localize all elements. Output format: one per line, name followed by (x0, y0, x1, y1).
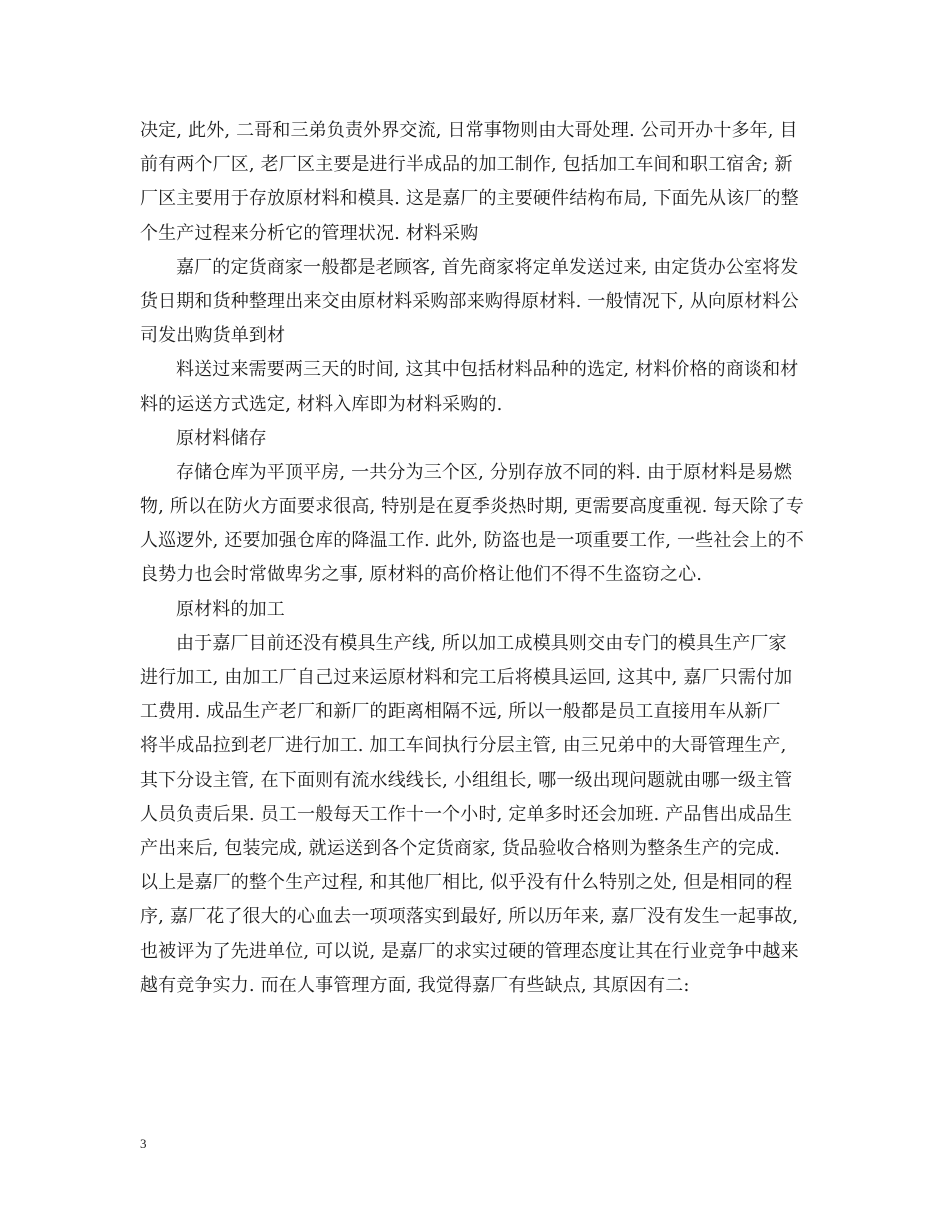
text-line: 司发出购货单到材 (140, 325, 286, 347)
paragraph-start-line: 存储仓库为平顶平房, 一共分为三个区, 分别存放不同的料. 由于原材料是易燃 (176, 461, 793, 483)
text-line: 人巡逻外, 还要加强仓库的降温工作. 此外, 防盗也是一项重要工作, 一些社会上的不 (140, 530, 805, 552)
text-line: 将半成品拉到老厂进行加工. 加工车间执行分层主管, 由三兄弟中的大哥管理生产, (140, 735, 787, 757)
text-line: 决定, 此外, 二哥和三弟负责外界交流, 日常事物则由大哥处理. 公司开办十多年, 目 (140, 120, 798, 141)
text-line: 也被评为了先进单位, 可以说, 是嘉厂的求实过硬的管理态度让其在行业竞争中越来 (140, 940, 799, 962)
text-line: 良势力也会时常做卑劣之事, 原材料的高价格让他们不得不生盗窃之心. (140, 564, 703, 586)
text-line: 厂区主要用于存放原材料和模具. 这是嘉厂的主要硬件结构布局, 下面先从该厂的整 (140, 188, 799, 210)
text-line: 前有两个厂区, 老厂区主要是进行半成品的加工制作, 包括加工车间和职工宿舍; 新 (140, 154, 793, 176)
text-line: 越有竞争实力. 而在人事管理方面, 我觉得嘉厂有些缺点, 其原因有二: (140, 974, 690, 996)
text-line: 序, 嘉厂花了很大的心血去一项项落实到最好, 所以历年来, 嘉厂没有发生一起事故, (140, 906, 799, 928)
section-heading-storage: 原材料储存 (176, 427, 267, 449)
document-body (140, 114, 812, 1003)
paragraph-start-line: 由于嘉厂目前还没有模具生产线, 所以加工成模具则交由专门的模具生产厂家 (176, 632, 787, 654)
text-line: 物, 所以在防火方面要求很高, 特别是在夏季炎热时期, 更需要高度重视. 每天除了专 (140, 496, 805, 518)
text-line: 以上是嘉厂的整个生产过程, 和其他厂相比, 似乎没有什么特别之处, 但是相同的程 (140, 872, 793, 894)
paragraph-start-line: 料送过来需要两三天的时间, 这其中包括材料品种的选定, 材料价格的商谈和材 (176, 359, 799, 381)
text-line: 工费用. 成品生产老厂和新厂的距离相隔不远, 所以一般都是员工直接用车从新厂 (140, 701, 781, 723)
text-line: 其下分设主管, 在下面则有流水线线长, 小组组长, 哪一级出现问题就由哪一级主管 (140, 769, 793, 791)
paragraph-start-line: 嘉厂的定货商家一般都是老顾客, 首先商家将定单发送过来, 由定货办公室将发 (176, 256, 799, 278)
text-line: 进行加工, 由加工厂自己过来运原材料和完工后将模具运回, 这其中, 嘉厂只需付加 (140, 667, 793, 688)
text-line: 货日期和货种整理出来交由原材料采购部来购得原材料. 一般情况下, 从向原材料公 (140, 290, 799, 312)
text-line: 人员负责后果. 员工一般每天工作十一个小时, 定单多时还会加班. 产品售出成品生 (140, 803, 793, 825)
text-line: 个生产过程来分析它的管理状况. 材料采购 (140, 222, 479, 244)
section-heading-processing: 原材料的加工 (176, 598, 285, 620)
page-number: 3 (140, 1136, 147, 1151)
text-line: 料的运送方式选定, 材料入库即为材料采购的. (140, 393, 503, 415)
text-line: 产出来后, 包装完成, 就运送到各个定货商家, 货品验收合格则为整条生产的完成. (140, 837, 781, 859)
